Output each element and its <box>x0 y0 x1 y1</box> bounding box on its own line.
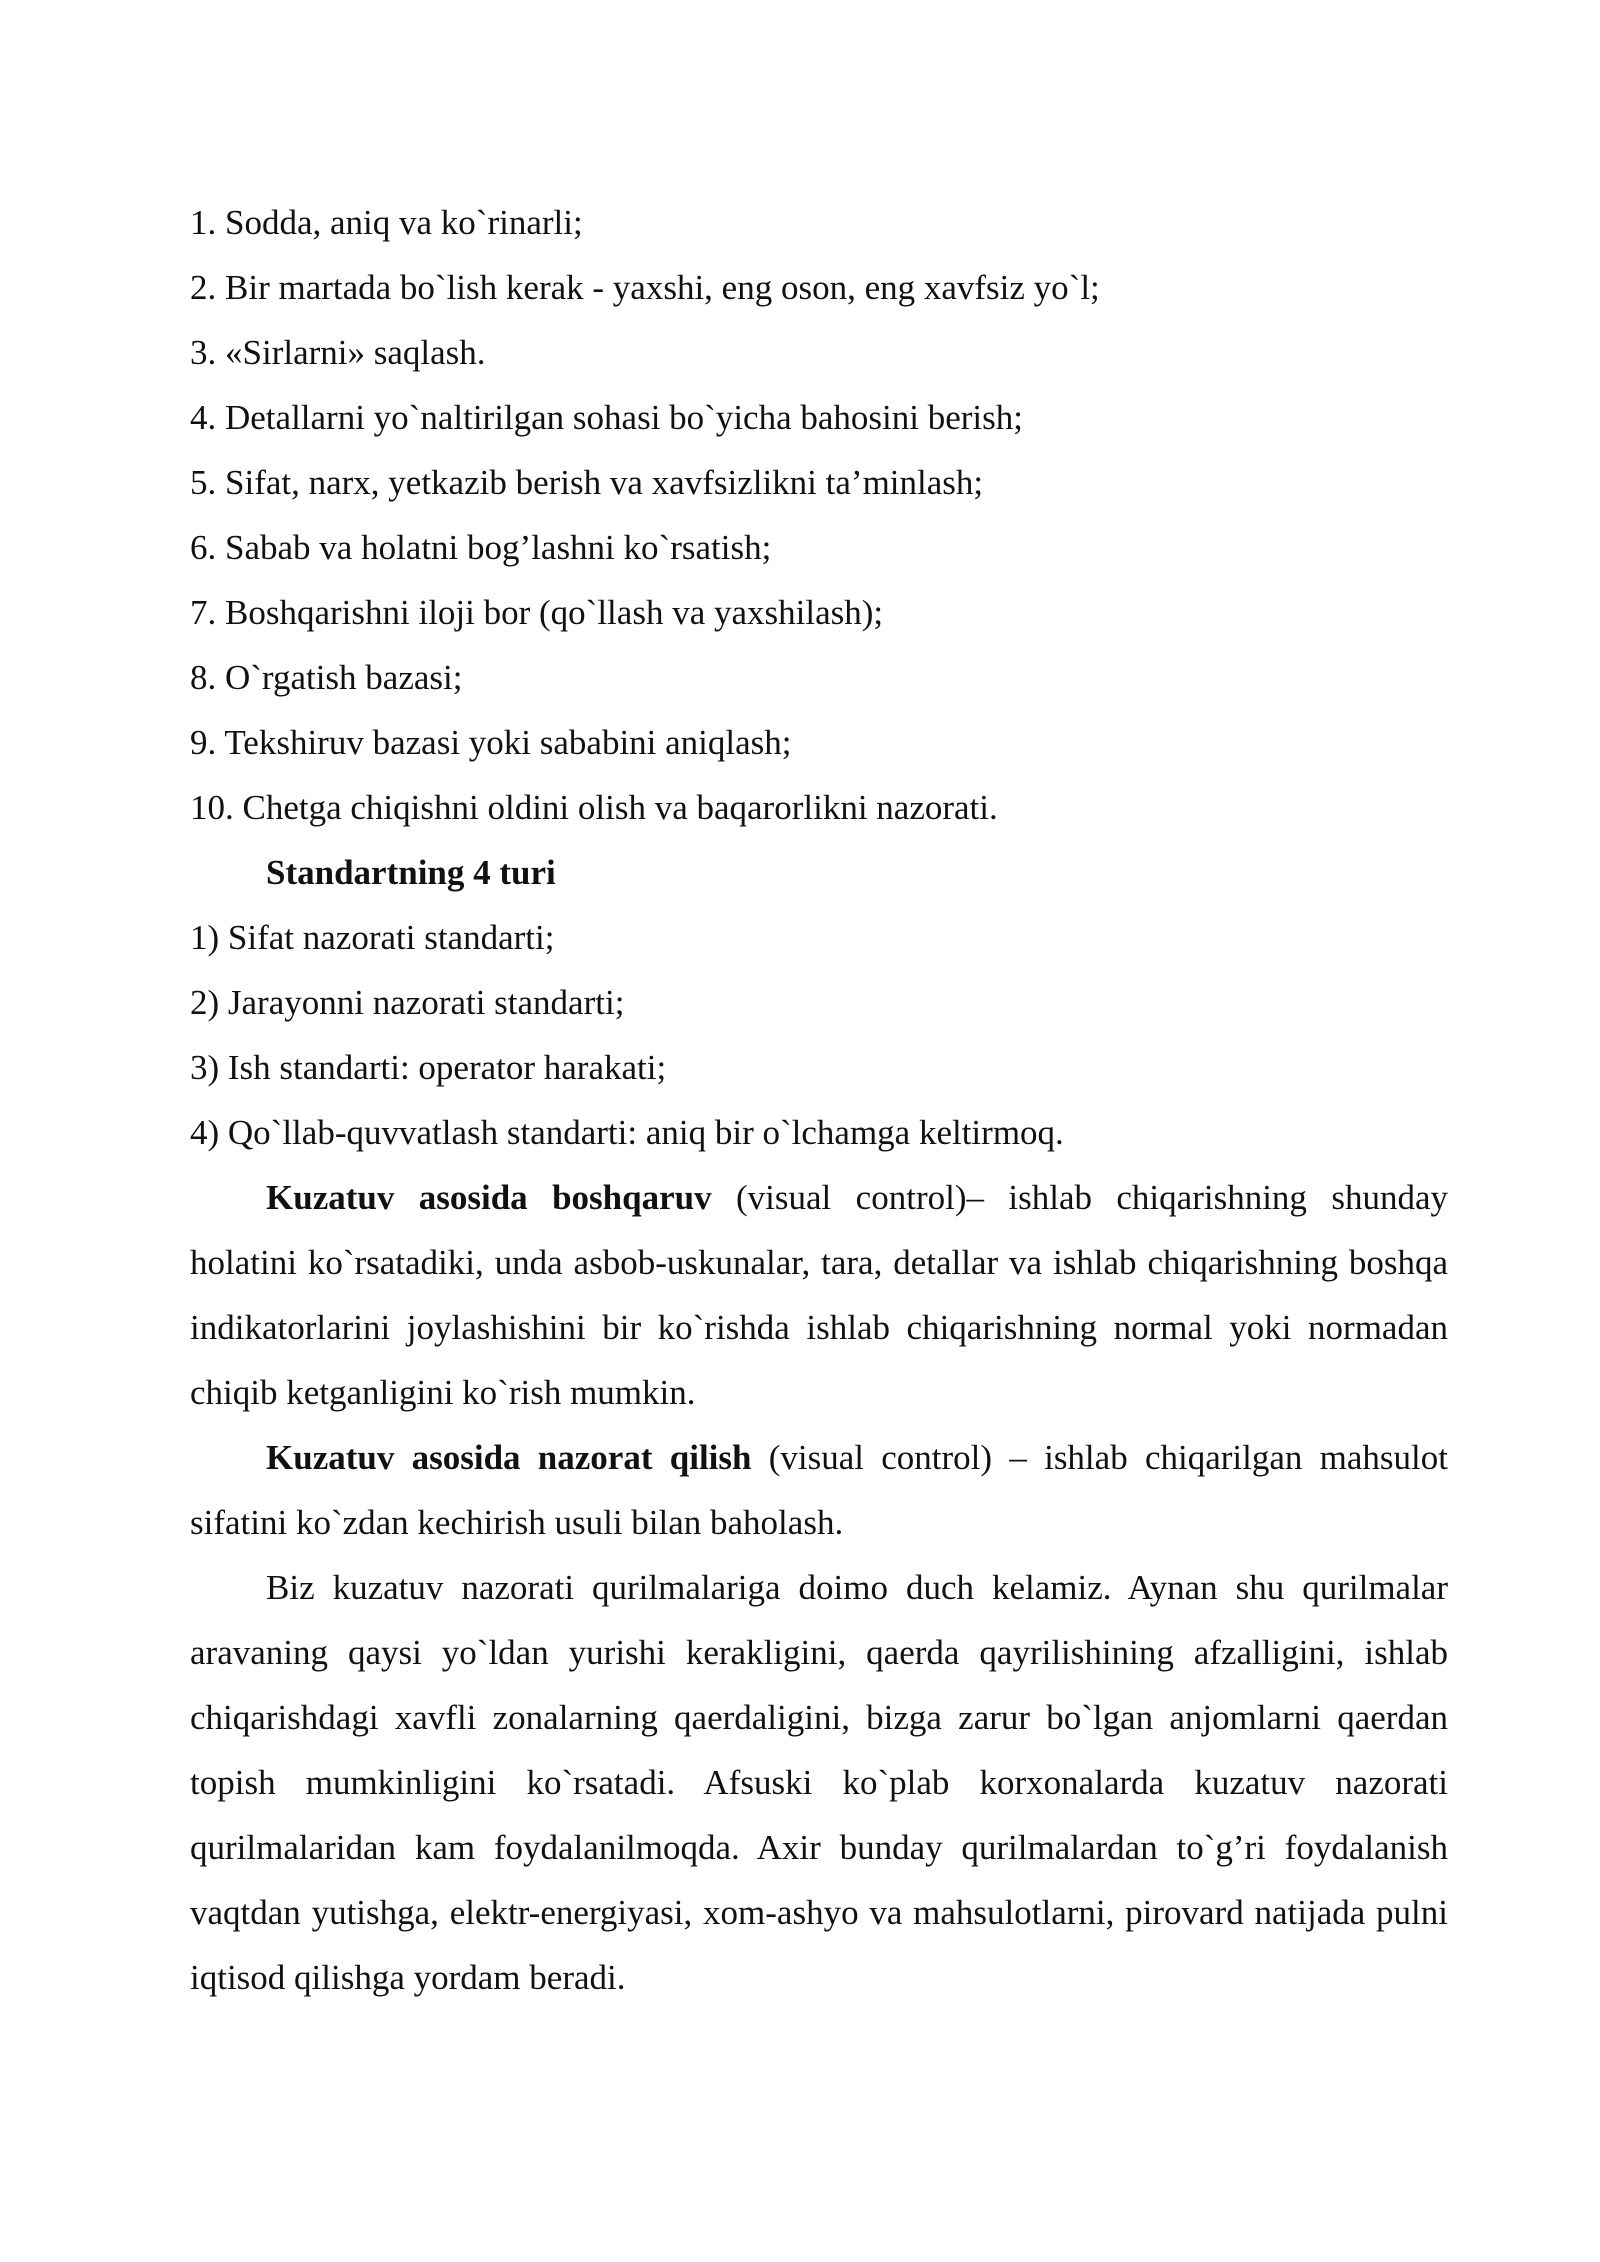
list-item: 6. Sabab va holatni bog’lashni ko`rsatish; <box>190 528 772 567</box>
list-item: 5. Sifat, narx, yetkazib berish va xavfsizlikni ta’minlash; <box>190 463 984 502</box>
list-item: 8. O`rgatish bazasi; <box>190 658 463 697</box>
principles-list <box>190 190 1448 840</box>
list-item: 1. Sodda, aniq va ko`rinarli; <box>190 203 583 242</box>
list-item: 10. Chetga chiqishni oldini olish va baqarorlikni nazorati. <box>190 788 998 827</box>
visual-management-term: Kuzatuv asosida boshqaruv <box>266 1178 712 1217</box>
visual-control-text: (visual control) – ishlab chiqarilgan mahsulot sifatini ko`zdan kechirish usuli bilan baholash. <box>190 1438 1448 1542</box>
list-item: 2. Bir martada bo`lish kerak - yaxshi, eng oson, eng xavfsiz yo`l; <box>190 268 1100 307</box>
visual-management-text: (visual control)– ishlab chiqarishning shunday holatini ko`rsatadiki, unda asbob-uskunalar, tara, detallar va ishlab chiqarishning boshqa indikatorlarini joylashishini bir ko`rishda ishlab chiqarishning normal yoki normadan chiqib ketganligini ko`rish mumkin. <box>190 1178 1448 1412</box>
list-item: 7. Boshqarishni iloji bor (qo`llash va yaxshilash); <box>190 593 884 632</box>
list-item: 2) Jarayonni nazorati standarti; <box>190 983 625 1022</box>
list-item: 4) Qo`llab-quvvatlash standarti: aniq bir o`lchamga keltirmoq. <box>190 1113 1064 1152</box>
list-item: 9. Tekshiruv bazasi yoki sababini aniqlash; <box>190 723 792 762</box>
visual-control-paragraph <box>190 1425 1448 1555</box>
list-item: 3) Ish standarti: operator harakati; <box>190 1048 667 1087</box>
document-page <box>190 190 1448 2010</box>
visual-control-term: Kuzatuv asosida nazorat qilish <box>266 1438 752 1477</box>
list-item: 3. «Sirlarni» saqlash. <box>190 333 486 372</box>
standards-list <box>190 905 1448 1165</box>
list-item: 4. Detallarni yo`naltirilgan sohasi bo`yicha bahosini berish; <box>190 398 1023 437</box>
devices-paragraph: Biz kuzatuv nazorati qurilmalariga doimo duch kelamiz. Aynan shu qurilmalar aravaning qaysi yo`ldan yurishi kerakligini, qaerda qayrilishining afzalligini, ishlab chiqarishdagi xavfli zonalarning qaerdaligini, bizga zarur bo`lgan anjomlarni qaerdan topish mumkinligini ko`rsatadi. Afsuski ko`plab korxonalarda kuzatuv nazorati qurilmalaridan kam foydalanilmoqda. Axir bunday qurilmalardan to`g’ri foydalanish vaqtdan yutishga, elektr-energiyasi, xom-ashyo va mahsulotlarni, pirovard natijada pulni iqtisod qilishga yordam beradi. <box>190 1568 1448 1997</box>
list-item: 1) Sifat nazorati standarti; <box>190 918 555 957</box>
visual-management-paragraph <box>190 1165 1448 1425</box>
section-heading: Standartning 4 turi <box>266 853 556 892</box>
